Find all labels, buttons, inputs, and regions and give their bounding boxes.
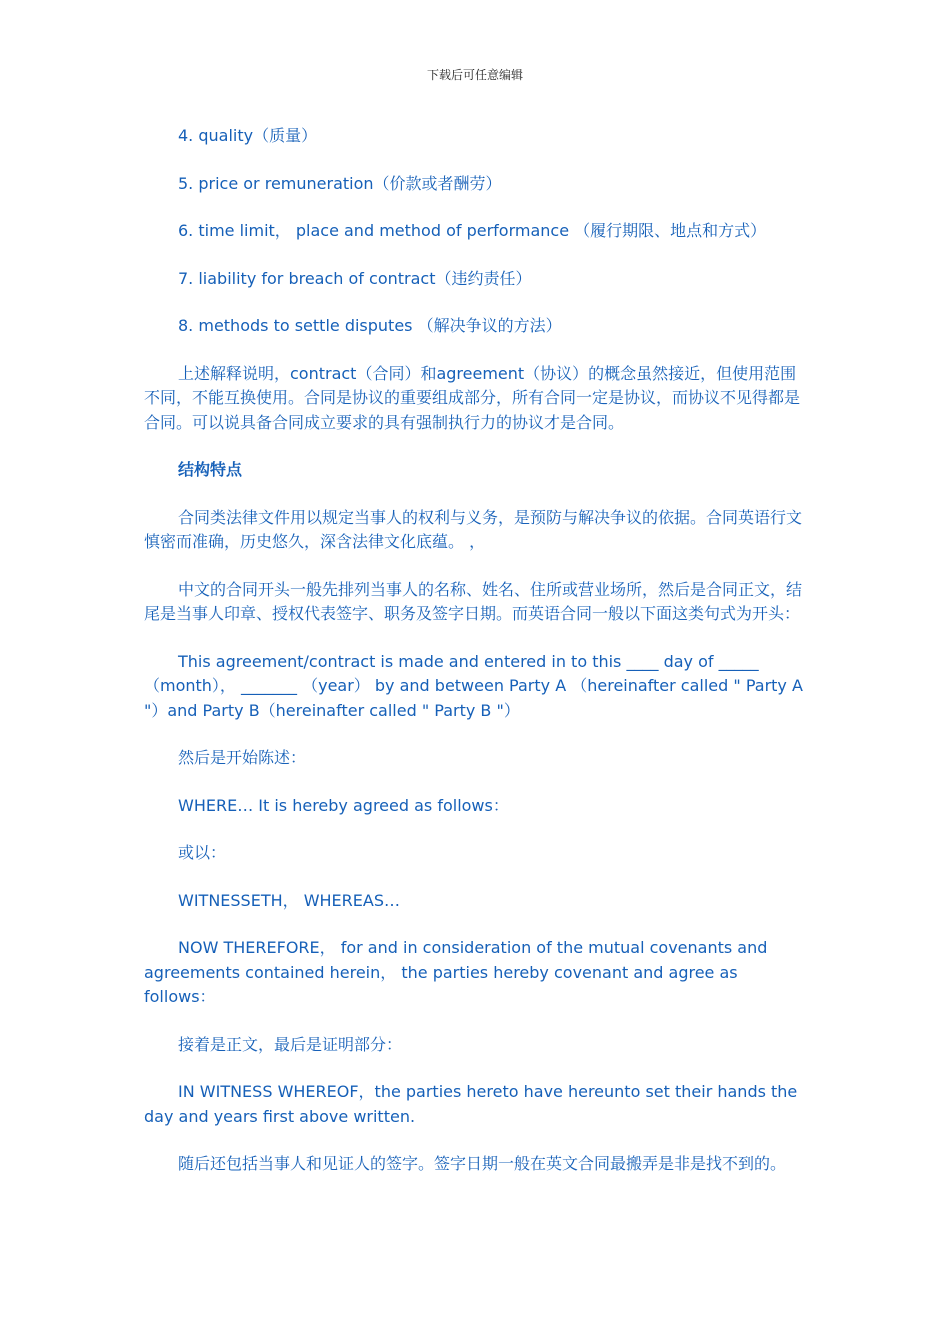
list-item-liability: 7. liability for breach of contract（违约责任） [178,268,532,288]
paragraph-or: 或以： [178,843,227,862]
paragraph-in-witness: IN WITNESS WHEREOF，the parties hereto have hereunto set their hands the day and years first above written. [144,1082,798,1126]
page-header: 下载后可任意编辑 [426,68,523,82]
section-heading: 结构特点 [178,460,243,479]
paragraph-witnesseth: WITNESSETH， WHEREAS… [178,890,400,910]
list-item-quality: 4. quality（质量） [178,126,318,145]
document-body [144,124,808,1200]
list-item-disputes: 8. methods to settle disputes （解决争议的方法） [178,316,562,335]
paragraph-english-opening: This agreement/contract is made and entered in to this ____ day of _____（month）， _______ （year） by and between Party A （hereinafter called " Party A "）and Party B（hereinafter called " Party B "） [144,651,803,720]
paragraph-signatures: 随后还包括当事人和见证人的签字。签字日期一般在英文合同最搬弄是非是找不到的。 [178,1154,787,1173]
paragraph-legal-docs: 合同类法律文件用以规定当事人的权利与义务，是预防与解决争议的依据。合同英语行文慎密而准确，历史悠久，深含法律文化底蕴。 ， [144,507,803,551]
paragraph-statement-intro: 然后是开始陈述： [178,748,307,767]
paragraph-explanation: 上述解释说明，contract（合同）和agreement（协议）的概念虽然接近，但使用范围不同，不能互换使用。合同是协议的重要组成部分，所有合同一定是协议，而协议不见得都是合同。可以说具备合同成立要求的具有强制执行力的协议才是合同。 [144,363,801,432]
paragraph-body-intro: 接着是正文，最后是证明部分： [178,1034,403,1054]
paragraph-where: WHERE… It is hereby agreed as follows： [178,795,509,815]
list-item-price: 5. price or remuneration（价款或者酬劳） [178,173,502,193]
paragraph-chinese-opening: 中文的合同开头一般先排列当事人的名称、姓名、住所或营业场所，然后是合同正文，结尾是当事人印章、授权代表签字、职务及签字日期。而英语合同一般以下面这类句式为开头： [144,579,803,623]
list-item-time-limit: 6. time limit， place and method of performance （履行期限、地点和方式） [178,221,767,240]
paragraph-now-therefore: NOW THEREFORE， for and in consideration of the mutual covenants and agreements contained herein， the parties hereby covenant and agree as follows： [144,938,768,1006]
